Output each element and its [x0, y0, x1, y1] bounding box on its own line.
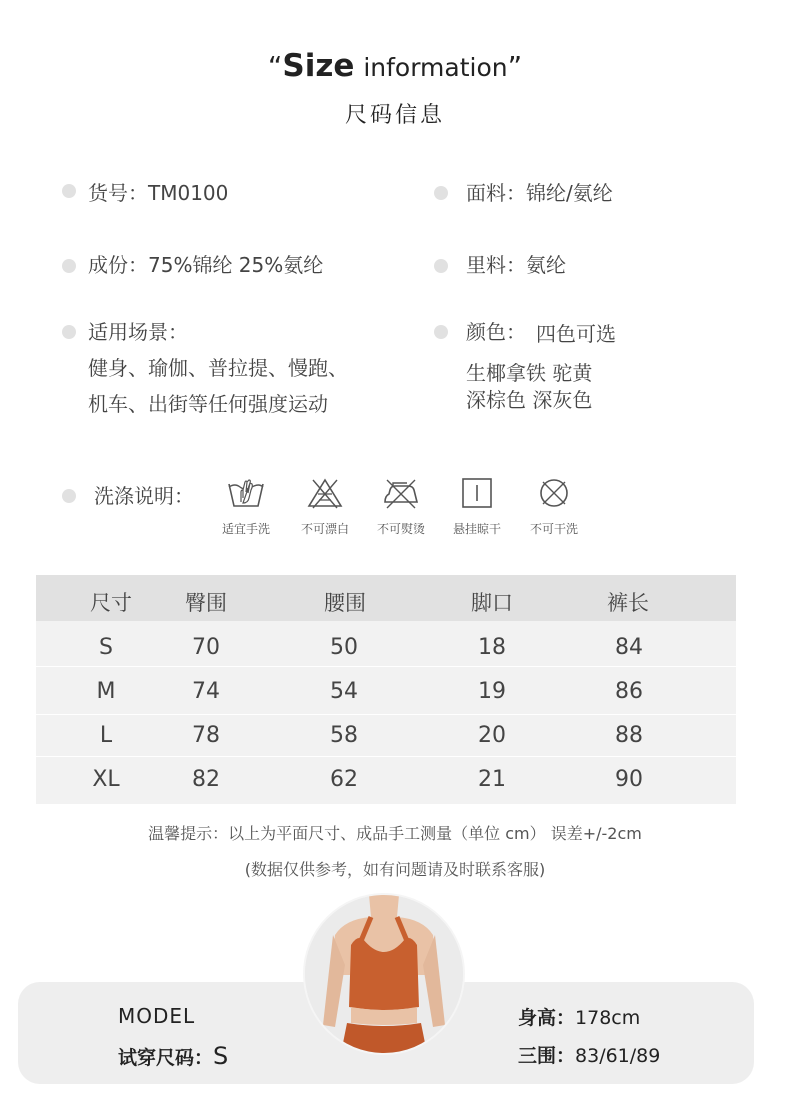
- no-dry-clean-icon: [534, 476, 574, 510]
- size-table: [36, 575, 736, 804]
- bullet-dot: [62, 489, 76, 503]
- table-cell: 50: [330, 635, 358, 660]
- measurement-note: 温馨提示：以上为平面尺寸、成品手工测量（单位 cm） 误差+/-2cm: [148, 824, 642, 843]
- title-big: Size: [282, 48, 355, 84]
- colors-value: 四色可选: [536, 322, 616, 346]
- care-item-no-bleach: [285, 476, 365, 537]
- header-cell: 腰围: [324, 591, 366, 615]
- scenarios-line-1: 健身、瑜伽、普拉提、慢跑、: [88, 356, 348, 380]
- height-value: 178cm: [575, 1007, 641, 1029]
- page-title: [0, 48, 790, 84]
- care-caption: 不可干洗: [529, 522, 578, 536]
- hand-wash-icon: [226, 476, 266, 510]
- page-subtitle: 尺码信息: [344, 103, 445, 128]
- bullet-dot: [434, 259, 448, 273]
- care-caption: 不可熨烫: [376, 522, 425, 536]
- table-cell: 70: [192, 635, 220, 660]
- bullet-dot: [62, 184, 76, 198]
- fabric: 面料：锦纶/氨纶: [466, 181, 613, 205]
- care-label: 洗涤说明：: [94, 484, 194, 508]
- table-cell: M: [96, 679, 116, 704]
- care-caption: 悬挂晾干: [452, 522, 501, 536]
- bullet-dot: [62, 259, 76, 273]
- size-table-header: [36, 575, 736, 621]
- table-cell: 88: [615, 723, 643, 748]
- item-number: 货号：TM0100: [88, 181, 229, 205]
- bullet-dot: [62, 325, 76, 339]
- height-label: 身高：: [518, 1007, 576, 1029]
- try-size-label: 试穿尺码：: [118, 1047, 214, 1069]
- care-item-no-iron: [361, 476, 441, 537]
- care-caption: 适宜手洗: [221, 522, 270, 536]
- measurements-label: 三围：: [518, 1045, 576, 1067]
- no-iron-icon: [381, 476, 421, 510]
- table-cell: 58: [330, 723, 358, 748]
- model-label: MODEL: [118, 1004, 196, 1028]
- quote-open: “: [267, 50, 283, 83]
- header-cell: 尺寸: [90, 591, 132, 615]
- try-size: [118, 1042, 228, 1070]
- reference-note: (数据仅供参考，如有问题请及时联系客服): [244, 860, 546, 879]
- bullet-dot: [434, 325, 448, 339]
- scenarios-label: 适用场景：: [88, 320, 188, 344]
- table-cell: 20: [478, 723, 506, 748]
- care-item-no-dry-clean: [514, 476, 594, 537]
- table-cell: 19: [478, 679, 506, 704]
- header-cell: 裤长: [607, 591, 649, 615]
- row-divider: [36, 756, 736, 757]
- table-cell: 86: [615, 679, 643, 704]
- hang-dry-icon: [457, 476, 497, 510]
- title-small: information: [363, 53, 508, 82]
- table-cell: 54: [330, 679, 358, 704]
- quote-close: ”: [507, 50, 523, 83]
- model-illustration: [305, 895, 463, 1053]
- table-cell: 90: [615, 767, 643, 792]
- row-divider: [36, 714, 736, 715]
- bullet-dot: [434, 186, 448, 200]
- table-cell: 74: [192, 679, 220, 704]
- lining: 里料：氨纶: [466, 253, 566, 277]
- table-cell: 78: [192, 723, 220, 748]
- row-divider: [36, 666, 736, 667]
- table-cell: L: [99, 723, 113, 748]
- colors-line-1: 生椰拿铁 驼黄: [466, 361, 593, 385]
- model-photo: [303, 893, 465, 1055]
- table-cell: S: [99, 635, 113, 660]
- header-cell: 臀围: [185, 591, 227, 615]
- table-cell: 62: [330, 767, 358, 792]
- colors-label: 颜色：: [466, 320, 526, 344]
- care-item-hang-dry: [437, 476, 517, 537]
- composition: 成份：75%锦纶 25%氨纶: [88, 253, 324, 277]
- model-height: [518, 1003, 640, 1030]
- header-cell: 脚口: [471, 591, 513, 615]
- model-measurements: [518, 1041, 660, 1068]
- care-item-hand-wash: [206, 476, 286, 537]
- care-caption: 不可漂白: [300, 522, 349, 536]
- table-cell: 82: [192, 767, 220, 792]
- measurements-value: 83/61/89: [575, 1045, 661, 1067]
- table-cell: 84: [615, 635, 643, 660]
- no-bleach-icon: [305, 476, 345, 510]
- colors-line-2: 深棕色 深灰色: [466, 388, 593, 412]
- table-cell: XL: [92, 767, 120, 792]
- table-cell: 18: [478, 635, 506, 660]
- table-cell: 21: [478, 767, 506, 792]
- try-size-value: S: [213, 1042, 229, 1070]
- scenarios-line-2: 机车、出街等任何强度运动: [88, 392, 328, 416]
